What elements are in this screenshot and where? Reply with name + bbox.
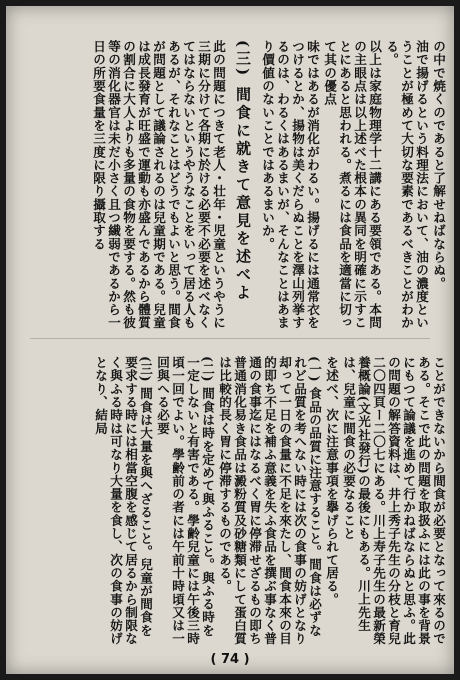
text-column: 此の問題につきて老人・壮年・児童というやうに三期に分けて各期に於ける必要不必要を述べなくてはならないというやうなことをいって居る人もあるが、それなことはどうでもよいと思う。間食が問題として議論されるのは兒童期である。兒童は成長發育が旺盛で運動も亦盛んであるから體質の割合に大人よりも多量の食物を要する。然も彼等の消化器官は未だ小さく且つ繊弱であるから一日の所要食量を三度に限り攝取する (91, 40, 226, 330)
text-column: の中で焼くのであると了解せねばならぬ。 (431, 40, 446, 290)
book-page (6, 6, 454, 674)
text-column: 味ではあるが消化がわるい。揚げるには通常衣をつけるとか、揚物は美くだらぬことを澤山列挙するのは、わるくはあるまいが、そんなことはあまり價値のないことではあるまいか。 (260, 40, 320, 330)
lower-text-block (18, 356, 446, 648)
text-column: を述べ、次に注意事項を擧げられて居る。 (324, 356, 339, 606)
section-heading: (三) 間食に就きて意見を述べよ (234, 40, 252, 303)
text-column: ことができないから間食が必要となって來るのである。そこで此の問題を取扱ふには此の事を背景にもつて論議を進めて行かねばならぬと思ふ。此の問題の解答資料は、井上秀子先生の分枝と育兒二〇四頁ー二〇七にある。川上寿子先生の最新榮養概論(文光社發行)の最後にもある。川上先生は、兒童に間食の必要なること (341, 356, 446, 646)
upper-text-block (18, 40, 446, 330)
text-column: 以上は家庭物理学十二講にある要領である。本問の主眼点は以上述べた根本の異同を明確に示すことにあると思われる。煮るには食品を適當に切って其の優点 (322, 40, 382, 330)
page-divider (30, 338, 430, 339)
text-column: (二) 間食は時を定めて與ふること。與ふる時を一定しないと有害である。學齢兒童には午後三時頃一回でよい。學齢前の者には午前十時頃又は一回與へる必要 (155, 356, 215, 646)
page-number: ( 74 ) (210, 652, 250, 667)
text-column: (三) 間食は大量を與へざること。兒童が間食を要求する時には相當空腹を感じて居るから制限なく與ふる時は可なり大量を食し、次の食事の妨げとなり、結局 (93, 356, 153, 646)
text-column: 油で揚げるという料理法において、油の濃度ということが極めて大切な要素であるべきことがわかる。 (384, 40, 429, 330)
text-column: (一) 食品の品質に注意すること。間食は必ずなれど品質を考へない時には次の食事の妨げとなり却って一日の食量に不足を來たし、間食本來の目的即ち不足を補ふ意義を失ふ食品を撰ぶ事なく普通の食事迄にはなるべく胃に停滞せざるもの即ち普通消化易き食品は澱粉質及砂糖類にして蛋白質は比較的長く胃に停滞するものである。 (217, 356, 322, 646)
